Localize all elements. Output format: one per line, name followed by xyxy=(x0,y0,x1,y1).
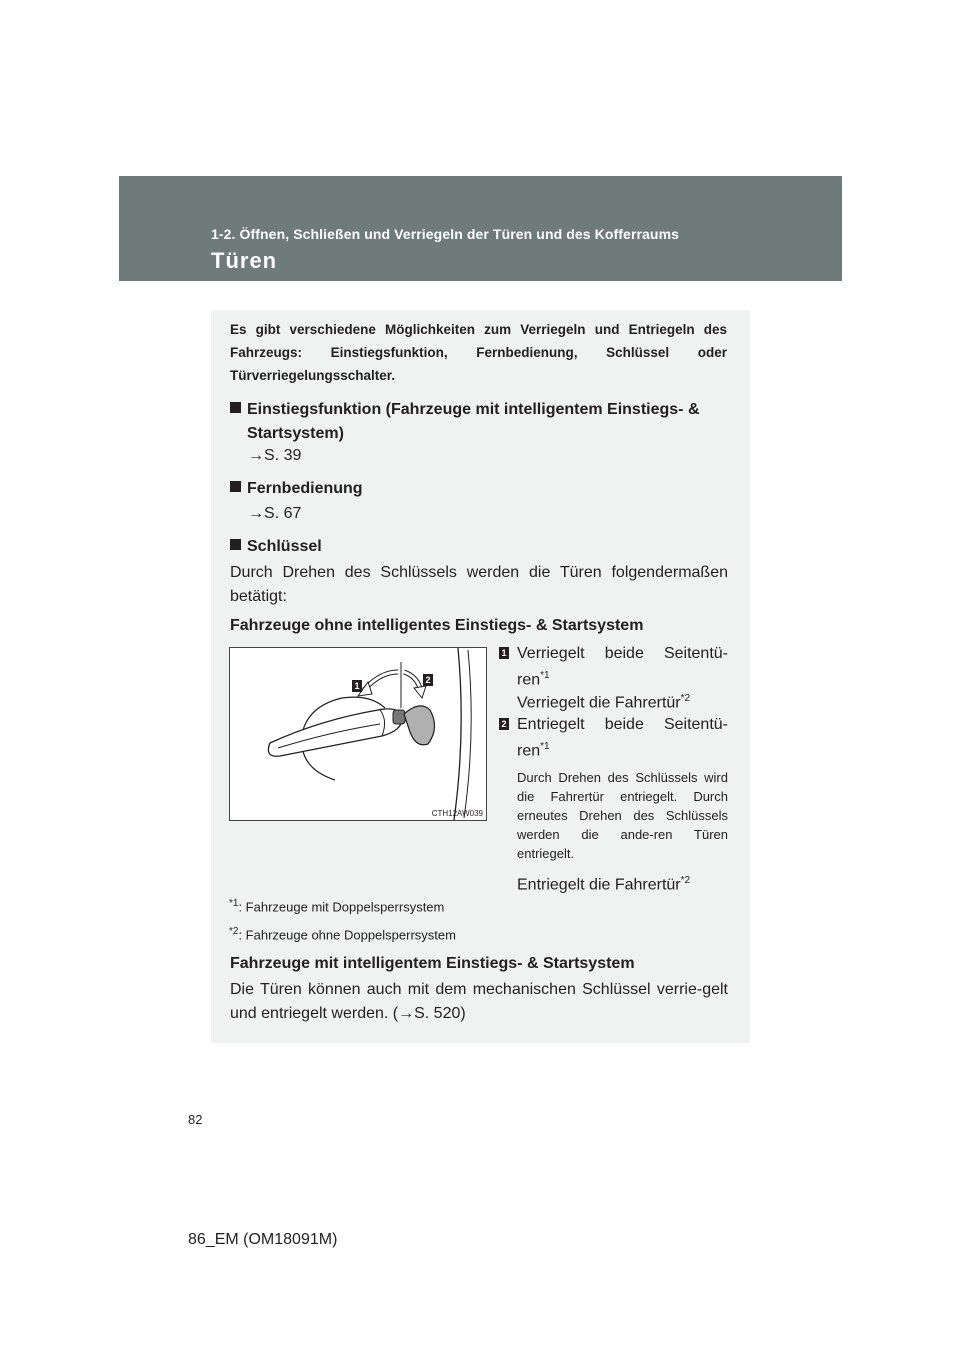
bullet-square-icon xyxy=(230,481,241,492)
mechanical-key-text: Die Türen können auch mit dem mechanischen Schlüssel verrie-gelt und entriegelt werden. (→S. 520) xyxy=(230,981,728,1022)
page-title: Türen xyxy=(211,248,278,273)
item-1-line-3: Verriegelt die Fahrertür$^{*2}$ xyxy=(517,693,691,712)
subheading-without-system: Fahrzeuge ohne intelligentes Einstiegs- & Startsystem xyxy=(230,617,644,634)
item-1-line-2: ren$^{*1}$ xyxy=(517,670,550,689)
page-reference[interactable]: →S. 67 xyxy=(248,505,302,522)
item-number-2: 2 xyxy=(499,718,509,730)
heading-schluessel: Schlüssel xyxy=(230,535,723,559)
chapter-header xyxy=(119,176,842,281)
figure-code: CTH12AW039 xyxy=(431,809,483,818)
heading-einstiegsfunktion: Einstiegsfunktion (Fahrzeuge mit intelligentem Einstiegs- & Startsystem) xyxy=(230,398,723,446)
section-title: 1-2. Öffnen, Schließen und Verriegeln der Türen und des Kofferraums xyxy=(211,226,680,242)
figure-label-1: 1 xyxy=(352,680,362,692)
figure-label-2: 2 xyxy=(423,674,433,686)
item-2-line-3: Entriegelt die Fahrertür$^{*2}$ xyxy=(517,875,691,894)
door-handle-key-drawing xyxy=(230,648,486,820)
page-reference[interactable]: →S. 39 xyxy=(248,447,302,464)
document-id: 86_EM (OM18091M) xyxy=(188,1231,338,1248)
item-2-note: Durch Drehen des Schlüssels wird die Fahrertür entriegelt. Durch erneutes Drehen des Schlüssels werden die ande-ren Türen entriegelt. xyxy=(517,770,728,861)
page-number: 82 xyxy=(188,1112,203,1127)
footnote-2: $^{*2}$: Fahrzeuge ohne Doppelsperrsystem xyxy=(229,926,456,943)
item-2-line-1: Entriegelt beide Seitentü- xyxy=(517,716,728,733)
door-handle-illustration xyxy=(229,647,487,821)
item-2-line-2: ren$^{*1}$ xyxy=(517,741,550,760)
key-description: Durch Drehen des Schlüssels werden die Türen folgendermaßen betätigt: xyxy=(230,564,728,605)
intro-text: Es gibt verschiedene Möglichkeiten zum Verriegeln und Entriegeln des Fahrzeugs: Einstiegsfunktion, Fernbedienung, Schlüssel oder Türverriegelungsschalter. xyxy=(230,322,727,383)
bullet-square-icon xyxy=(230,539,241,550)
footnote-1: $^{*1}$: Fahrzeuge mit Doppelsperrsystem xyxy=(229,898,445,915)
heading-fernbedienung: Fernbedienung xyxy=(230,477,723,501)
subheading-with-system: Fahrzeuge mit intelligentem Einstiegs- & Startsystem xyxy=(230,955,635,972)
item-number-1: 1 xyxy=(499,647,509,659)
bullet-square-icon xyxy=(230,402,241,413)
item-1-line-1: Verriegelt beide Seitentü- xyxy=(517,645,728,662)
